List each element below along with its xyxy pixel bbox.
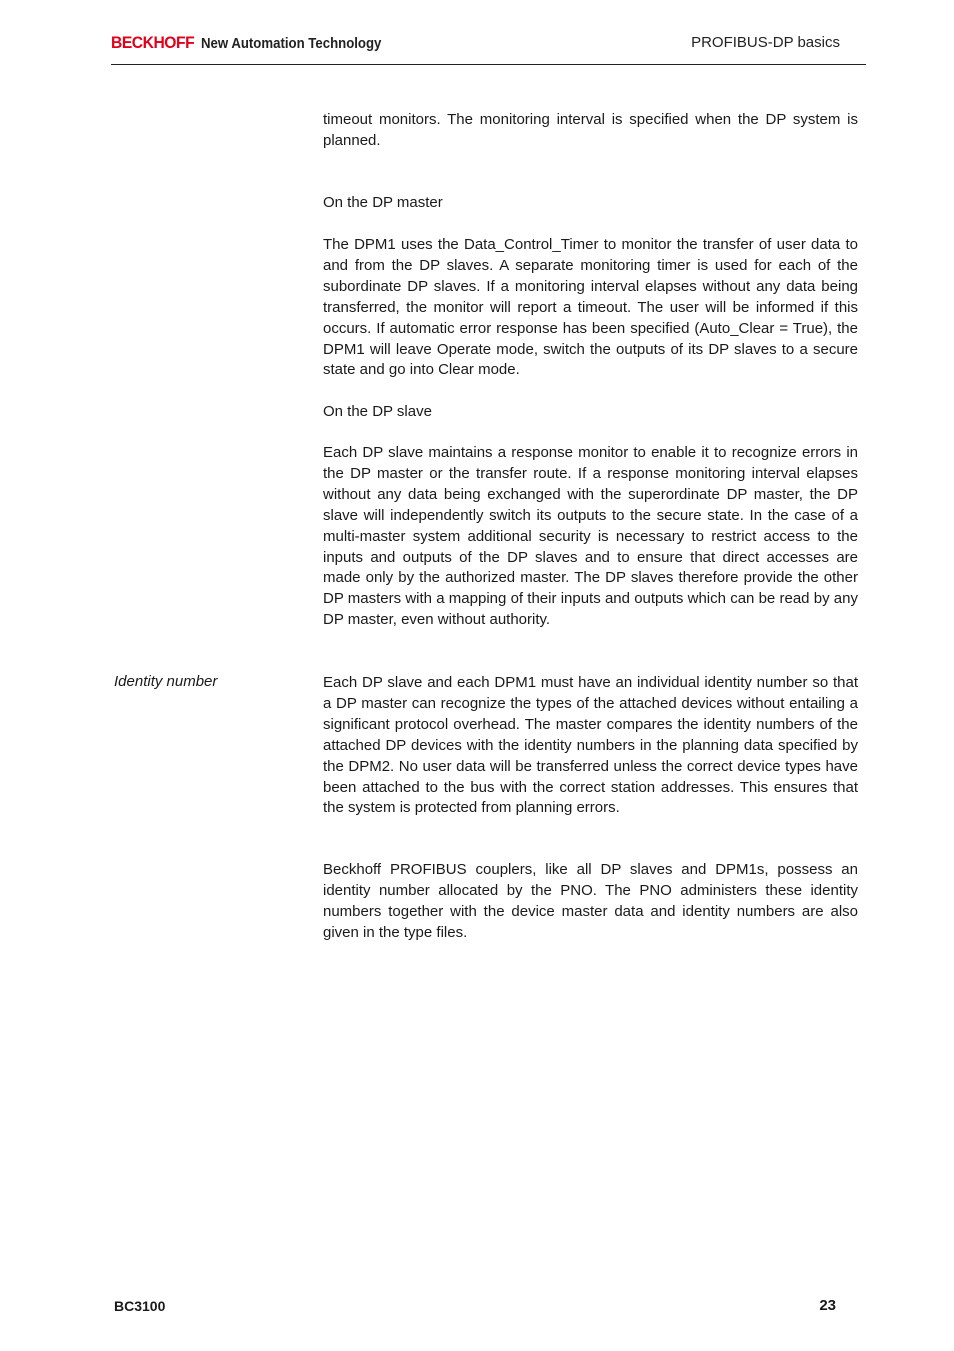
- footer-page-number: 23: [819, 1297, 836, 1314]
- paragraph-dp-slave: Each DP slave maintains a response monitor to enable it to recognize errors in the DP master or the transfer route. If a response monitoring interval elapses without any data being exchanged with the superordinate DP master, the DP slave will independently switch its outputs to the secure state. In the case of a multi-master system additional security is necessary to restrict access to the inputs and outputs of the DP slaves and to ensure that direct accesses are made only by the authorized master. The DP slaves therefore provide the other DP masters with a mapping of their inputs and outputs which can be read by any DP master, even without authority.: [323, 444, 858, 629]
- paragraph-identity-number: Each DP slave and each DPM1 must have an individual identity number so that a DP master can recognize the types of the attached devices without entailing a significant protocol overhead. The master compares the identity numbers of the attached DP devices with the identity numbers in the planning data specified by the DPM2. No user data will be transferred unless the correct device types have been attached to the bus with the correct station addresses. This ensures that the system is protected from planning errors.: [323, 674, 858, 817]
- paragraph-timeout: timeout monitors. The monitoring interval is specified when the DP system is planned.: [323, 111, 858, 149]
- subheading-dp-master: On the DP master: [323, 194, 443, 211]
- side-label-identity-number: Identity number: [114, 673, 218, 690]
- footer-product: BC3100: [114, 1298, 166, 1314]
- subheading-dp-slave: On the DP slave: [323, 403, 432, 420]
- page-header: [111, 30, 866, 65]
- paragraph-dp-master: The DPM1 uses the Data_Control_Timer to monitor the transfer of user data to and from the DP slaves. A separate monitoring timer is used for each of the subordinate DP slaves. If a monitoring interval elapses without any data being transferred, the monitor will report a timeout. The user will be informed if this occurs. If automatic error response has been specified (Auto_Clear = True), the DPM1 will leave Operate mode, switch the outputs of its DP slaves to a secure state and go into Clear mode.: [323, 236, 858, 379]
- section-title: PROFIBUS-DP basics: [691, 34, 840, 51]
- logo-tagline: New Automation Technology: [201, 35, 382, 52]
- beckhoff-logo: [111, 33, 406, 53]
- logo-brand: BECKHOFF: [111, 33, 195, 52]
- paragraph-beckhoff-couplers: Beckhoff PROFIBUS couplers, like all DP slaves and DPM1s, possess an identity number allocated by the PNO. The PNO administers these identity numbers together with the device master data and identity numbers are also given in the type files.: [323, 861, 858, 941]
